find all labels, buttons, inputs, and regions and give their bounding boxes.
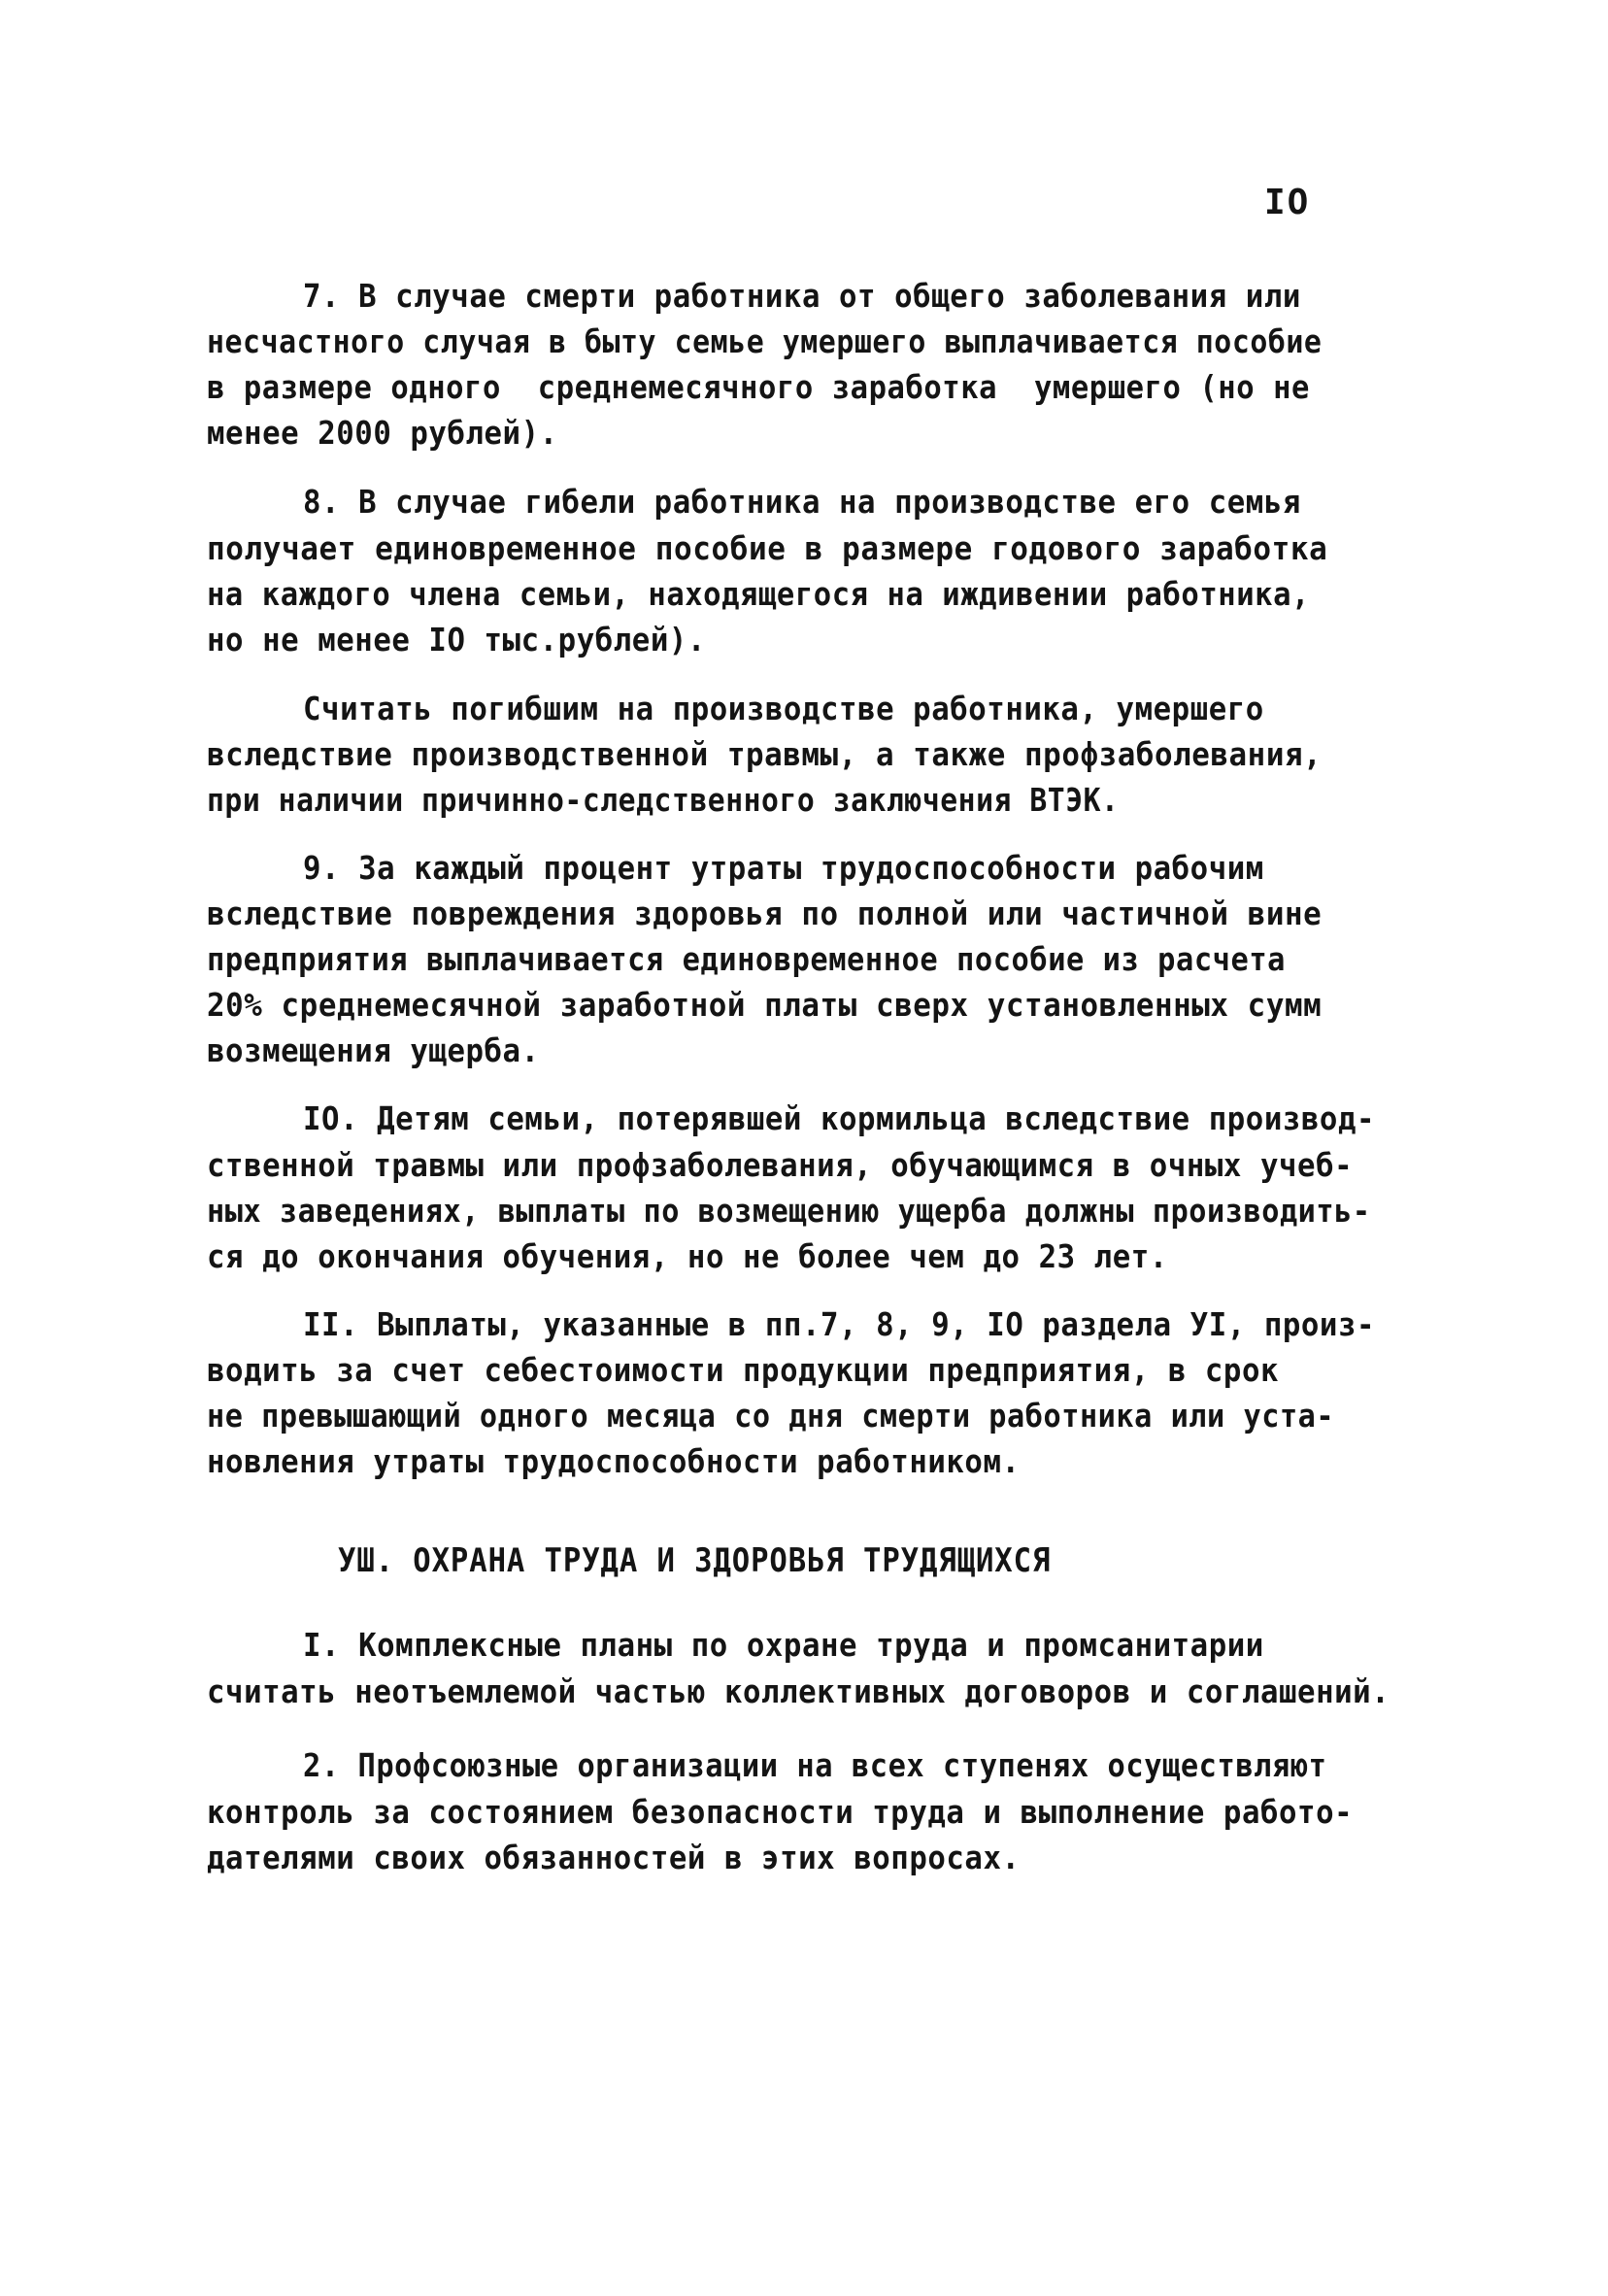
section-item-1-line-2: считать неотъемлемой частью коллективных договоров и соглашений.: [207, 1672, 1390, 1710]
section-item-2-line-2: контроль за состоянием безопасности труда и выполнение работо-: [207, 1793, 1354, 1831]
paragraph-9-line-3: предприятия выплачивается единовременное пособие из расчета: [207, 940, 1286, 978]
paragraph-8-line-4: но не менее IO тыс.рублей).: [207, 621, 706, 658]
section-item-2-line-3: дателями своих обязанностей в этих вопросах.: [207, 1839, 1021, 1876]
paragraph-7-line-4: менее 2000 рублей).: [207, 414, 558, 452]
paragraph-10-line-1: IO. Детям семьи, потерявшей кормильца вследствие производ-: [303, 1099, 1376, 1137]
paragraph-9-line-5: возмещения ущерба.: [207, 1031, 540, 1069]
paragraph-10-line-3: ных заведениях, выплаты по возмещению ущерба должны производить-: [207, 1192, 1371, 1230]
paragraph-consider-line-2: вследствие производственной травмы, а также профзаболевания,: [207, 735, 1323, 773]
paragraph-7-line-3: в размере одного среднемесячного заработка умершего (но не: [207, 368, 1310, 406]
section-item-1-line-1: I. Комплексные планы по охране труда и промсанитарии: [303, 1626, 1264, 1664]
paragraph-consider-line-3: при наличии причинно-следственного заключения ВТЭК.: [207, 781, 1120, 819]
section-item-2-line-1: 2. Профсоюзные организации на всех ступенях осуществляют: [303, 1746, 1327, 1784]
paragraph-11-line-2: водить за счет себестоимости продукции предприятия, в срок: [207, 1351, 1280, 1389]
paragraph-consider-line-1: Считать погибшим на производстве работника, умершего: [303, 690, 1264, 727]
paragraph-8-line-1: 8. В случае гибели работника на производстве его семья: [303, 483, 1301, 521]
paragraph-10-line-4: ся до окончания обучения, но не более чем до 23 лет.: [207, 1237, 1168, 1275]
paragraph-11-line-1: II. Выплаты, указанные в пп.7, 8, 9, IO раздела УI, произ-: [303, 1305, 1376, 1343]
paragraph-7-line-2: несчастного случая в быту семье умершего выплачивается пособие: [207, 322, 1323, 360]
paragraph-11-line-4: новления утраты трудоспособности работником.: [207, 1442, 1021, 1480]
paragraph-7-line-1: 7. В случае смерти работника от общего заболевания или: [303, 277, 1301, 315]
paragraph-8-line-2: получает единовременное пособие в размере годового заработка: [207, 529, 1328, 567]
paragraph-9-line-4: 20% среднемесячной заработной платы сверх установленных сумм: [207, 986, 1323, 1024]
section-heading: УШ. ОХРАНА ТРУДА И ЗДОРОВЬЯ ТРУДЯЩИХСЯ: [338, 1541, 1052, 1580]
paragraph-10-line-2: ственной травмы или профзаболевания, обучающимся в очных учеб-: [207, 1146, 1354, 1184]
paragraph-9-line-2: вследствие повреждения здоровья по полной или частичной вине: [207, 895, 1323, 932]
paragraph-8-line-3: на каждого члена семьи, находящегося на иждивении работника,: [207, 575, 1310, 613]
page-number: IO: [1264, 183, 1311, 222]
paragraph-9-line-1: 9. За каждый процент утраты трудоспособности рабочим: [303, 849, 1264, 887]
paragraph-11-line-3: не превышающий одного месяца со дня смерти работника или уста-: [207, 1397, 1335, 1435]
